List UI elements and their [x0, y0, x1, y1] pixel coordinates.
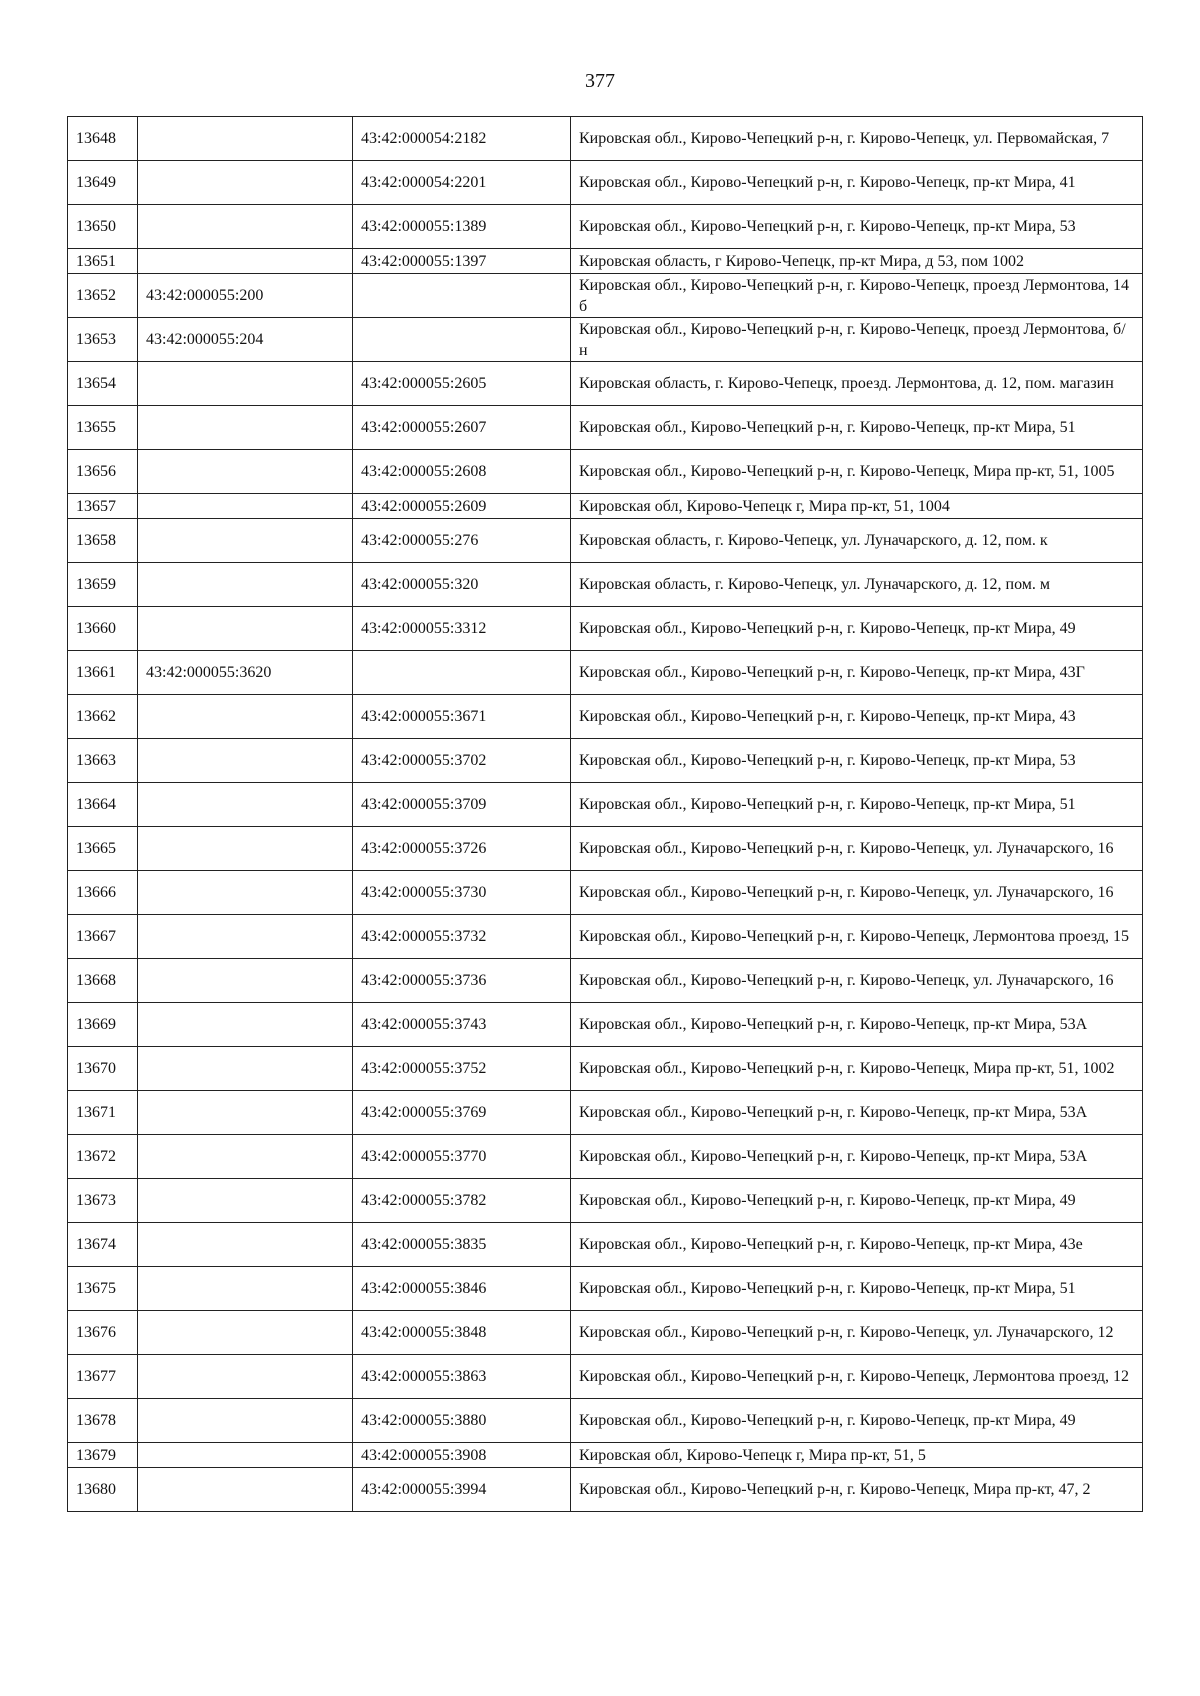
- table-row: [68, 205, 1143, 249]
- row-number-cell: 13662: [68, 695, 138, 739]
- cadastral-number-alt-cell: [353, 274, 571, 318]
- row-number-cell: 13666: [68, 871, 138, 915]
- cadastral-number-alt-cell: 43:42:000055:3846: [353, 1267, 571, 1311]
- cadastral-number-alt-cell: 43:42:000054:2182: [353, 117, 571, 161]
- cadastral-number-cell: [138, 519, 353, 563]
- table-row: [68, 117, 1143, 161]
- cadastral-number-cell: 43:42:000055:3620: [138, 651, 353, 695]
- table-row: [68, 1399, 1143, 1443]
- address-cell: Кировская обл., Кирово-Чепецкий р-н, г. Кирово-Чепецк, пр-кт Мира, 49: [571, 1399, 1143, 1443]
- row-number-cell: 13673: [68, 1179, 138, 1223]
- cadastral-number-alt-cell: 43:42:000055:2605: [353, 362, 571, 406]
- table-row: [68, 1091, 1143, 1135]
- cadastral-number-cell: [138, 1355, 353, 1399]
- cadastral-number-alt-cell: 43:42:000055:3709: [353, 783, 571, 827]
- table-row: [68, 1355, 1143, 1399]
- table-row: [68, 739, 1143, 783]
- address-cell: Кировская обл, Кирово-Чепецк г, Мира пр-кт, 51, 5: [571, 1443, 1143, 1468]
- cadastral-number-alt-cell: 43:42:000055:3769: [353, 1091, 571, 1135]
- cadastral-number-cell: [138, 494, 353, 519]
- row-number-cell: 13667: [68, 915, 138, 959]
- cadastral-number-alt-cell: 43:42:000055:2609: [353, 494, 571, 519]
- row-number-cell: 13657: [68, 494, 138, 519]
- address-cell: Кировская обл., Кирово-Чепецкий р-н, г. Кирово-Чепецк, пр-кт Мира, 41: [571, 161, 1143, 205]
- address-cell: Кировская обл., Кирово-Чепецкий р-н, г. Кирово-Чепецк, Мира пр-кт, 47, 2: [571, 1468, 1143, 1512]
- table-row: [68, 783, 1143, 827]
- cadastral-number-alt-cell: 43:42:000055:3702: [353, 739, 571, 783]
- table-row: [68, 1443, 1143, 1468]
- row-number-cell: 13665: [68, 827, 138, 871]
- property-register-table: [67, 116, 1143, 1512]
- cadastral-number-alt-cell: 43:42:000055:3726: [353, 827, 571, 871]
- table-row: [68, 1468, 1143, 1512]
- address-cell: Кировская обл., Кирово-Чепецкий р-н, г. Кирово-Чепецк, ул. Луначарского, 16: [571, 827, 1143, 871]
- address-cell: Кировская обл., Кирово-Чепецкий р-н, г. Кирово-Чепецк, пр-кт Мира, 43: [571, 695, 1143, 739]
- table-row: [68, 651, 1143, 695]
- cadastral-number-cell: [138, 959, 353, 1003]
- address-cell: Кировская обл., Кирово-Чепецкий р-н, г. Кирово-Чепецк, проезд Лермонтова, 14 б: [571, 274, 1143, 318]
- table-row: [68, 362, 1143, 406]
- cadastral-number-alt-cell: 43:42:000055:3736: [353, 959, 571, 1003]
- cadastral-number-alt-cell: 43:42:000055:3770: [353, 1135, 571, 1179]
- table-row: [68, 1223, 1143, 1267]
- address-cell: Кировская обл., Кирово-Чепецкий р-н, г. Кирово-Чепецк, пр-кт Мира, 53А: [571, 1003, 1143, 1047]
- cadastral-number-cell: [138, 739, 353, 783]
- row-number-cell: 13677: [68, 1355, 138, 1399]
- cadastral-number-cell: [138, 205, 353, 249]
- row-number-cell: 13679: [68, 1443, 138, 1468]
- cadastral-number-alt-cell: 43:42:000055:3730: [353, 871, 571, 915]
- table-row: [68, 695, 1143, 739]
- cadastral-number-cell: [138, 1223, 353, 1267]
- cadastral-number-alt-cell: 43:42:000055:320: [353, 563, 571, 607]
- address-cell: Кировская обл., Кирово-Чепецкий р-н, г. Кирово-Чепецк, Лермонтова проезд, 15: [571, 915, 1143, 959]
- cadastral-number-cell: [138, 1399, 353, 1443]
- address-cell: Кировская обл., Кирово-Чепецкий р-н, г. Кирово-Чепецк, Мира пр-кт, 51, 1005: [571, 450, 1143, 494]
- row-number-cell: 13678: [68, 1399, 138, 1443]
- row-number-cell: 13664: [68, 783, 138, 827]
- cadastral-number-alt-cell: 43:42:000055:3848: [353, 1311, 571, 1355]
- cadastral-number-cell: [138, 607, 353, 651]
- row-number-cell: 13652: [68, 274, 138, 318]
- cadastral-number-cell: [138, 783, 353, 827]
- table-row: [68, 450, 1143, 494]
- cadastral-number-cell: [138, 695, 353, 739]
- cadastral-number-cell: 43:42:000055:204: [138, 318, 353, 362]
- row-number-cell: 13680: [68, 1468, 138, 1512]
- cadastral-number-cell: [138, 915, 353, 959]
- cadastral-number-cell: [138, 1311, 353, 1355]
- row-number-cell: 13663: [68, 739, 138, 783]
- address-cell: Кировская обл., Кирово-Чепецкий р-н, г. Кирово-Чепецк, пр-кт Мира, 51: [571, 406, 1143, 450]
- address-cell: Кировская область, г. Кирово-Чепецк, ул. Луначарского, д. 12, пом. м: [571, 563, 1143, 607]
- cadastral-number-cell: [138, 117, 353, 161]
- address-cell: Кировская обл, Кирово-Чепецк г, Мира пр-кт, 51, 1004: [571, 494, 1143, 519]
- cadastral-number-alt-cell: 43:42:000055:3743: [353, 1003, 571, 1047]
- table-row: [68, 915, 1143, 959]
- cadastral-number-alt-cell: 43:42:000055:1389: [353, 205, 571, 249]
- table-row: [68, 1135, 1143, 1179]
- cadastral-number-alt-cell: 43:42:000055:3863: [353, 1355, 571, 1399]
- address-cell: Кировская обл., Кирово-Чепецкий р-н, г. Кирово-Чепецк, пр-кт Мира, 49: [571, 1179, 1143, 1223]
- row-number-cell: 13669: [68, 1003, 138, 1047]
- row-number-cell: 13655: [68, 406, 138, 450]
- address-cell: Кировская обл., Кирово-Чепецкий р-н, г. Кирово-Чепецк, ул. Первомайская, 7: [571, 117, 1143, 161]
- cadastral-number-cell: [138, 1091, 353, 1135]
- row-number-cell: 13672: [68, 1135, 138, 1179]
- row-number-cell: 13649: [68, 161, 138, 205]
- cadastral-number-cell: [138, 249, 353, 274]
- row-number-cell: 13661: [68, 651, 138, 695]
- table-row: [68, 1311, 1143, 1355]
- cadastral-number-cell: [138, 362, 353, 406]
- cadastral-number-cell: [138, 563, 353, 607]
- row-number-cell: 13676: [68, 1311, 138, 1355]
- row-number-cell: 13660: [68, 607, 138, 651]
- table-row: [68, 563, 1143, 607]
- row-number-cell: 13670: [68, 1047, 138, 1091]
- address-cell: Кировская область, г. Кирово-Чепецк, проезд. Лермонтова, д. 12, пом. магазин: [571, 362, 1143, 406]
- address-cell: Кировская обл., Кирово-Чепецкий р-н, г. Кирово-Чепецк, пр-кт Мира, 43е: [571, 1223, 1143, 1267]
- cadastral-number-alt-cell: 43:42:000055:276: [353, 519, 571, 563]
- cadastral-number-cell: [138, 871, 353, 915]
- address-cell: Кировская обл., Кирово-Чепецкий р-н, г. Кирово-Чепецк, пр-кт Мира, 53: [571, 739, 1143, 783]
- row-number-cell: 13651: [68, 249, 138, 274]
- page-number: 377: [585, 70, 615, 92]
- row-number-cell: 13671: [68, 1091, 138, 1135]
- cadastral-number-alt-cell: 43:42:000055:3312: [353, 607, 571, 651]
- row-number-cell: 13659: [68, 563, 138, 607]
- table-body: [68, 117, 1143, 1512]
- cadastral-number-cell: [138, 1135, 353, 1179]
- address-cell: Кировская обл., Кирово-Чепецкий р-н, г. Кирово-Чепецк, пр-кт Мира, 53А: [571, 1091, 1143, 1135]
- cadastral-number-cell: [138, 1179, 353, 1223]
- cadastral-number-alt-cell: 43:42:000055:1397: [353, 249, 571, 274]
- cadastral-number-cell: [138, 1047, 353, 1091]
- table-row: [68, 1179, 1143, 1223]
- cadastral-number-cell: [138, 406, 353, 450]
- row-number-cell: 13674: [68, 1223, 138, 1267]
- address-cell: Кировская обл., Кирово-Чепецкий р-н, г. Кирово-Чепецк, пр-кт Мира, 43Г: [571, 651, 1143, 695]
- cadastral-number-alt-cell: 43:42:000055:3782: [353, 1179, 571, 1223]
- address-cell: Кировская обл., Кирово-Чепецкий р-н, г. Кирово-Чепецк, Лермонтова проезд, 12: [571, 1355, 1143, 1399]
- cadastral-number-alt-cell: 43:42:000055:2608: [353, 450, 571, 494]
- cadastral-number-cell: [138, 827, 353, 871]
- table-row: [68, 1003, 1143, 1047]
- table-row: [68, 494, 1143, 519]
- cadastral-number-alt-cell: [353, 651, 571, 695]
- cadastral-number-cell: 43:42:000055:200: [138, 274, 353, 318]
- row-number-cell: 13656: [68, 450, 138, 494]
- row-number-cell: 13653: [68, 318, 138, 362]
- table-row: [68, 959, 1143, 1003]
- address-cell: Кировская обл., Кирово-Чепецкий р-н, г. Кирово-Чепецк, ул. Луначарского, 16: [571, 959, 1143, 1003]
- cadastral-number-cell: [138, 1267, 353, 1311]
- row-number-cell: 13668: [68, 959, 138, 1003]
- table-row: [68, 249, 1143, 274]
- row-number-cell: 13675: [68, 1267, 138, 1311]
- address-cell: Кировская область, г. Кирово-Чепецк, ул. Луначарского, д. 12, пом. к: [571, 519, 1143, 563]
- cadastral-number-cell: [138, 1468, 353, 1512]
- cadastral-number-alt-cell: 43:42:000055:3908: [353, 1443, 571, 1468]
- table-row: [68, 274, 1143, 318]
- row-number-cell: 13648: [68, 117, 138, 161]
- cadastral-number-alt-cell: 43:42:000055:3671: [353, 695, 571, 739]
- table-row: [68, 607, 1143, 651]
- address-cell: Кировская обл., Кирово-Чепецкий р-н, г. Кирово-Чепецк, пр-кт Мира, 53: [571, 205, 1143, 249]
- address-cell: Кировская обл., Кирово-Чепецкий р-н, г. Кирово-Чепецк, пр-кт Мира, 49: [571, 607, 1143, 651]
- cadastral-number-cell: [138, 1003, 353, 1047]
- row-number-cell: 13654: [68, 362, 138, 406]
- table-row: [68, 318, 1143, 362]
- table-row: [68, 519, 1143, 563]
- table-row: [68, 161, 1143, 205]
- address-cell: Кировская область, г Кирово-Чепецк, пр-кт Мира, д 53, пом 1002: [571, 249, 1143, 274]
- table-row: [68, 871, 1143, 915]
- cadastral-number-alt-cell: 43:42:000054:2201: [353, 161, 571, 205]
- address-cell: Кировская обл., Кирово-Чепецкий р-н, г. Кирово-Чепецк, проезд Лермонтова, б/н: [571, 318, 1143, 362]
- address-cell: Кировская обл., Кирово-Чепецкий р-н, г. Кирово-Чепецк, пр-кт Мира, 51: [571, 1267, 1143, 1311]
- table-row: [68, 1047, 1143, 1091]
- cadastral-number-alt-cell: 43:42:000055:2607: [353, 406, 571, 450]
- row-number-cell: 13658: [68, 519, 138, 563]
- address-cell: Кировская обл., Кирово-Чепецкий р-н, г. Кирово-Чепецк, пр-кт Мира, 51: [571, 783, 1143, 827]
- cadastral-number-alt-cell: 43:42:000055:3994: [353, 1468, 571, 1512]
- cadastral-number-alt-cell: 43:42:000055:3732: [353, 915, 571, 959]
- address-cell: Кировская обл., Кирово-Чепецкий р-н, г. Кирово-Чепецк, пр-кт Мира, 53А: [571, 1135, 1143, 1179]
- cadastral-number-cell: [138, 161, 353, 205]
- cadastral-number-alt-cell: 43:42:000055:3880: [353, 1399, 571, 1443]
- cadastral-number-cell: [138, 450, 353, 494]
- address-cell: Кировская обл., Кирово-Чепецкий р-н, г. Кирово-Чепецк, Мира пр-кт, 51, 1002: [571, 1047, 1143, 1091]
- address-cell: Кировская обл., Кирово-Чепецкий р-н, г. Кирово-Чепецк, ул. Луначарского, 16: [571, 871, 1143, 915]
- table-row: [68, 1267, 1143, 1311]
- row-number-cell: 13650: [68, 205, 138, 249]
- table-row: [68, 827, 1143, 871]
- cadastral-number-alt-cell: 43:42:000055:3835: [353, 1223, 571, 1267]
- cadastral-number-alt-cell: [353, 318, 571, 362]
- table-row: [68, 406, 1143, 450]
- cadastral-number-alt-cell: 43:42:000055:3752: [353, 1047, 571, 1091]
- cadastral-number-cell: [138, 1443, 353, 1468]
- address-cell: Кировская обл., Кирово-Чепецкий р-н, г. Кирово-Чепецк, ул. Луначарского, 12: [571, 1311, 1143, 1355]
